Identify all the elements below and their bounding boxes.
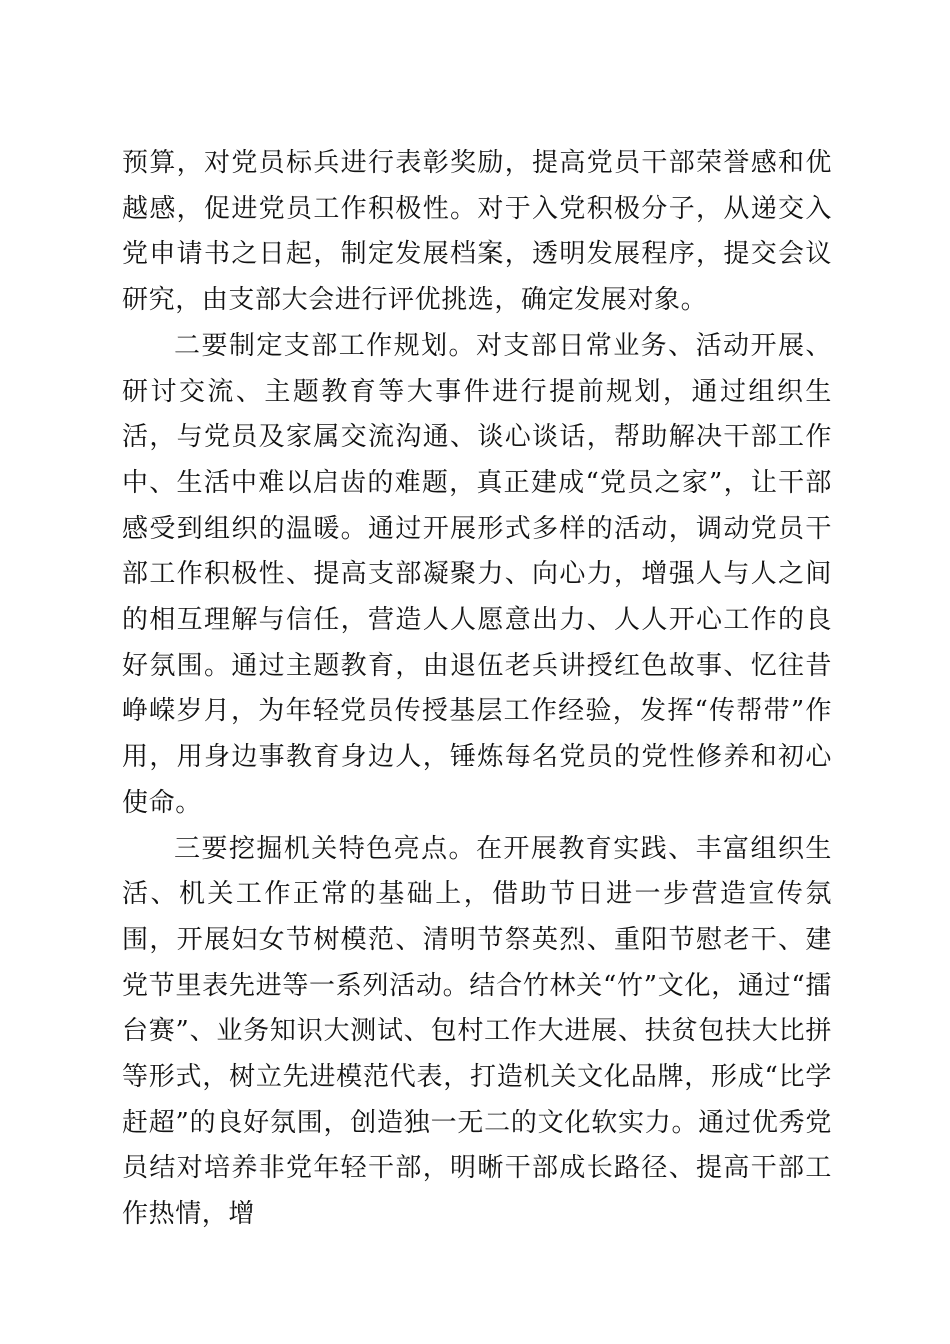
paragraph-1: 预算，对党员标兵进行表彰奖励，提高党员干部荣誉感和优越感，促进党员工作积极性。对于入党积极分子，从递交入党申请书之日起，制定发展档案，透明发展程序，提交会议研究，由支部大会进行评优挑选，确定发展对象。	[122, 148, 832, 316]
paragraph-3: 三要挖掘机关特色亮点。在开展教育实践、丰富组织生活、机关工作正常的基础上，借助节日进一步营造宣传氛围，开展妇女节树模范、清明节祭英烈、重阳节慰老干、建党节里表先进等一系列活动。结合竹林关“竹”文化，通过“擂台赛”、业务知识大测试、包村工作大进展、扶贫包扶大比拼等形式，树立先进模范代表，打造机关文化品牌，形成“比学赶超”的良好氛围，创造独一无二的文化软实力。通过优秀党员结对培养非党年轻干部，明晰干部成长路径、提高干部工作热情，增	[122, 833, 832, 1230]
paragraph-2: 二要制定支部工作规划。对支部日常业务、活动开展、研讨交流、主题教育等大事件进行提前规划，通过组织生活，与党员及家属交流沟通、谈心谈话，帮助解决干部工作中、生活中难以启齿的难题，真正建成“党员之家”，让干部感受到组织的温暖。通过开展形式多样的活动，调动党员干部工作积极性、提高支部凝聚力、向心力，增强人与人之间的相互理解与信任，营造人人愿意出力、人人开心工作的良好氛围。通过主题教育，由退伍老兵讲授红色故事、忆往昔峥嵘岁月，为年轻党员传授基层工作经验，发挥“传帮带”作用，用身边事教育身边人，锤炼每名党员的党性修养和初心使命。	[122, 330, 832, 818]
document-body	[122, 141, 832, 1238]
